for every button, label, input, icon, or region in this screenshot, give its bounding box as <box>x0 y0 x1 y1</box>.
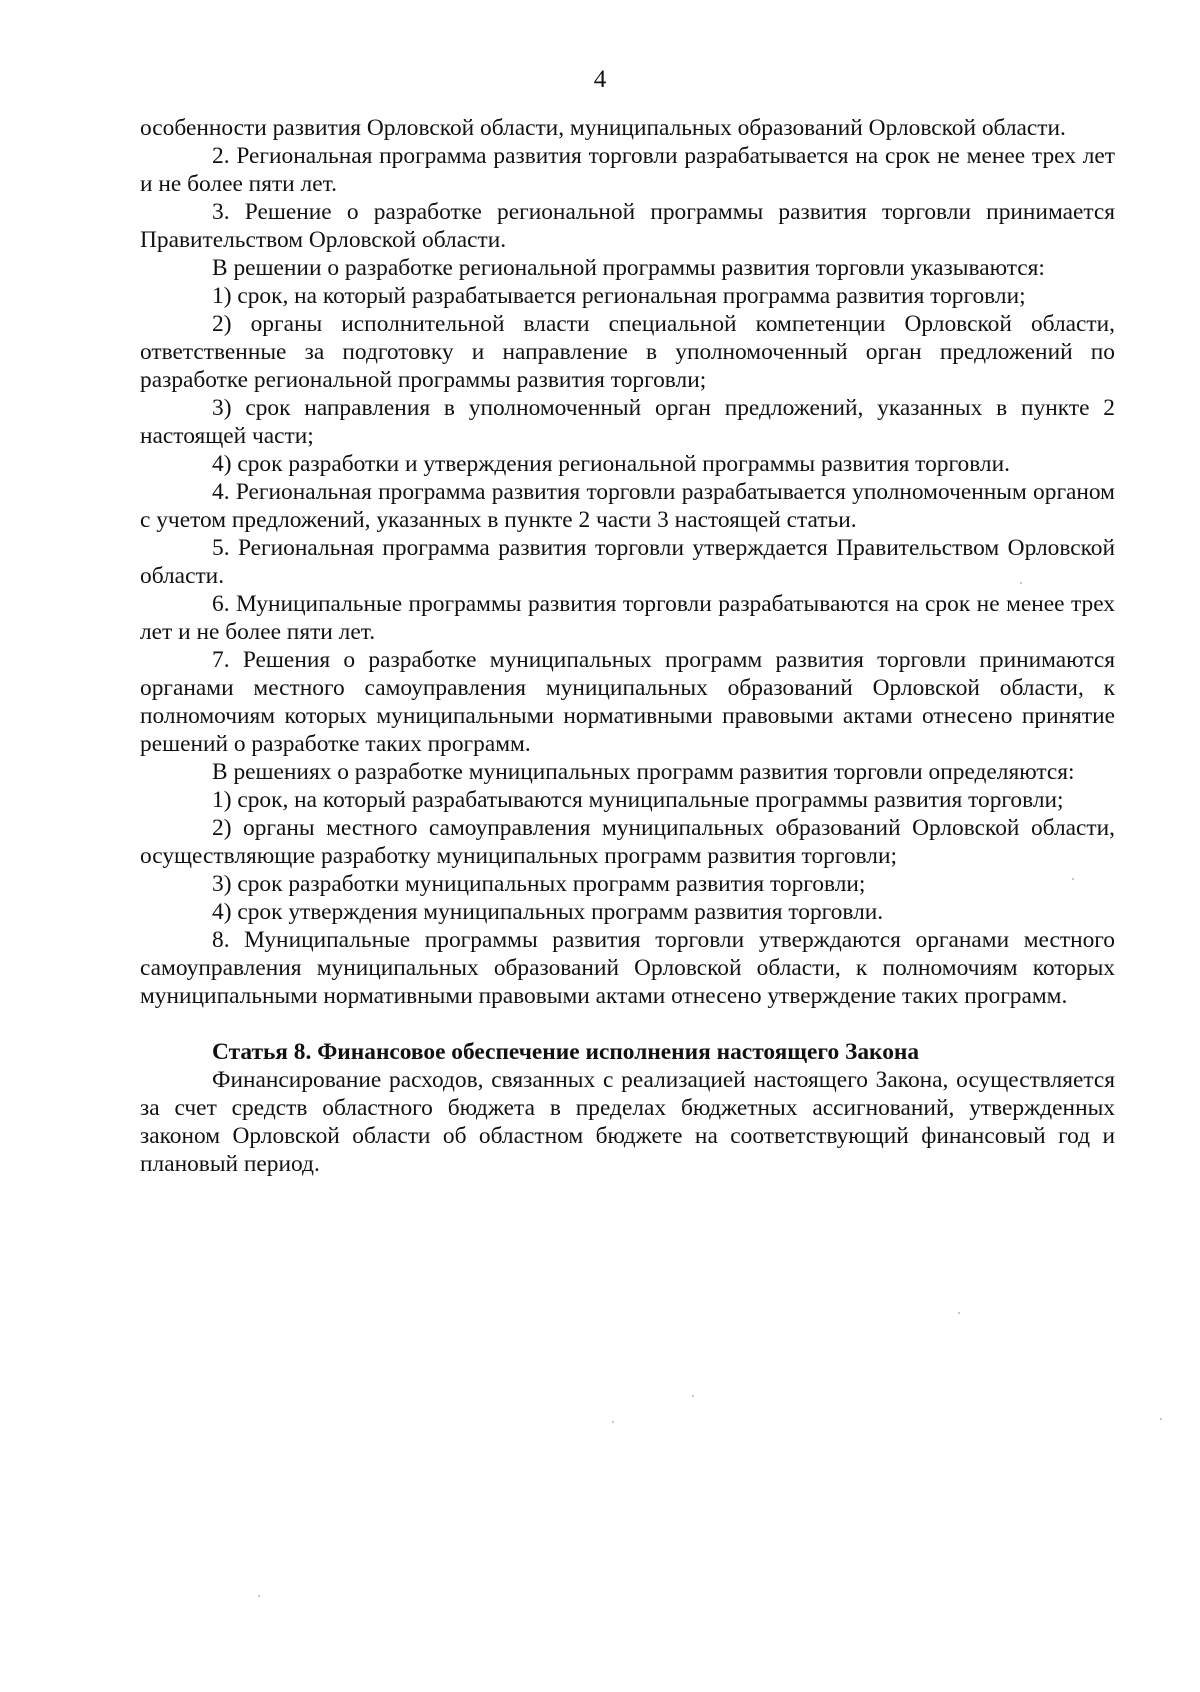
paragraph-municipal-subitem-3: 3) срок разработки муниципальных программ развития торговли; <box>212 871 866 897</box>
scan-speck <box>692 1395 694 1397</box>
scan-speck <box>958 1312 960 1314</box>
paragraph-subitem-1: 1) срок, на который разрабатывается региональная программа развития торговли; <box>212 283 1026 309</box>
article-8-text: Финансирование расходов, связанных с реализацией настоящего Закона, осуществляется за счет средств областного бюджета в пределах бюджетных ассигнований, утвержденных законом Орловской области об областном бюджете на соответствующий финансовый год и плановый период. <box>140 1067 1115 1177</box>
paragraph-municipal-subitem-1: 1) срок, на который разрабатываются муниципальные программы развития торговли; <box>212 787 1064 813</box>
article-8-heading: Статья 8. Финансовое обеспечение исполнения настоящего Закона <box>212 1039 920 1065</box>
page-number: 4 <box>593 66 607 93</box>
paragraph-item-5: 5. Региональная программа развития торговли утверждается Правительством Орловской области. <box>140 535 1115 589</box>
paragraph-municipal-subitem-2: 2) органы местного самоуправления муниципальных образований Орловской области, осуществляющие разработку муниципальных программ развития торговли; <box>140 815 1115 869</box>
paragraph-municipal-decision-intro: В решениях о разработке муниципальных программ развития торговли определяются: <box>212 759 1075 785</box>
paragraph-item-3: 3. Решение о разработке региональной программы развития торговли принимается Правительством Орловской области. <box>140 199 1115 253</box>
paragraph-municipal-subitem-4: 4) срок утверждения муниципальных программ развития торговли. <box>212 899 884 925</box>
paragraph-regional-decision-intro: В решении о разработке региональной программы развития торговли указываются: <box>212 255 1045 281</box>
paragraph-item-8: 8. Муниципальные программы развития торговли утверждаются органами местного самоуправления муниципальных образований Орловской области, к полномочиям которых муниципальными нормативными правовыми актами отнесено утверждение таких программ. <box>140 927 1115 1009</box>
paragraph-item-7: 7. Решения о разработке муниципальных программ развития торговли принимаются органами местного самоуправления муниципальных образований Орловской области, к полномочиям которых муниципальными нормативными правовыми актами отнесено принятие решений о разработке таких программ. <box>140 647 1115 757</box>
paragraph-subitem-4: 4) срок разработки и утверждения региональной программы развития торговли. <box>212 451 1010 477</box>
paragraph-item-6: 6. Муниципальные программы развития торговли разрабатываются на срок не менее трех лет и не более пяти лет. <box>140 591 1115 645</box>
scan-speck <box>258 1595 260 1597</box>
paragraph-subitem-3: 3) срок направления в уполномоченный орган предложений, указанных в пункте 2 настоящей части; <box>140 395 1115 449</box>
scan-speck <box>1160 1418 1162 1420</box>
paragraph-continuation: особенности развития Орловской области, муниципальных образований Орловской области. <box>140 115 1066 141</box>
scan-speck <box>1020 582 1022 584</box>
scan-speck <box>612 1421 614 1423</box>
paragraph-item-4: 4. Региональная программа развития торговли разрабатывается уполномоченным органом с учетом предложений, указанных в пункте 2 части 3 настоящей статьи. <box>140 479 1115 533</box>
paragraph-subitem-2: 2) органы исполнительной власти специальной компетенции Орловской области, ответственные за подготовку и направление в уполномоченный орган предложений по разработке региональной программы развития торговли; <box>140 311 1115 393</box>
document-body <box>140 114 1115 1178</box>
paragraph-item-2: 2. Региональная программа развития торговли разрабатывается на срок не менее трех лет и не более пяти лет. <box>140 143 1115 197</box>
scan-speck <box>1072 878 1074 880</box>
